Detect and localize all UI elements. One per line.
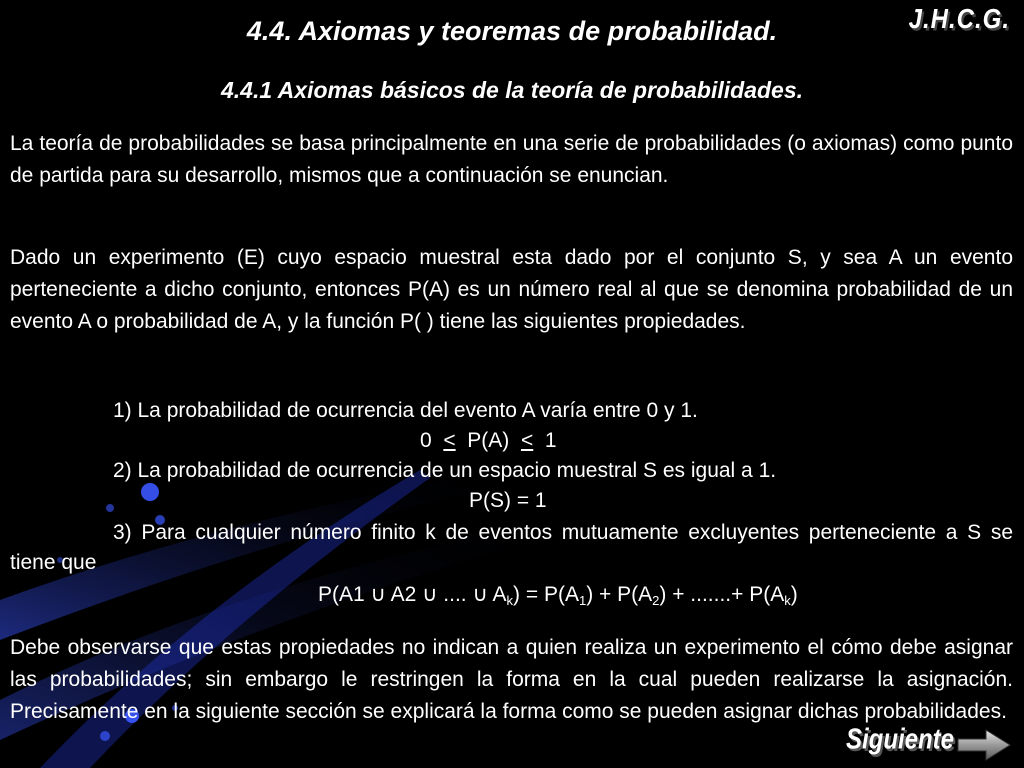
subscript: k xyxy=(506,593,514,608)
axiom-1-formula xyxy=(420,426,557,456)
axiom-2-formula: P(S) = 1 xyxy=(469,489,547,512)
formula-part: ) xyxy=(790,583,798,606)
axiom-3-text: 3) Para cualquier número finito k de eventos mutuamente excluyentes perteneciente a S se tiene que xyxy=(10,521,1013,574)
axiom-1-text: 1) La probabilidad de ocurrencia del evento A varía entre 0 y 1. xyxy=(113,399,698,422)
next-link[interactable]: Siguiente xyxy=(846,723,955,756)
intro-paragraph: La teoría de probabilidades se basa principalmente en una serie de probabilidades (o axiomas) como punto de partida para su desarrollo, mismos que a continuación se enuncian. xyxy=(10,132,1013,187)
subscript: 1 xyxy=(578,593,587,608)
closing-paragraph: Debe observarse que estas propiedades no indican a quien realiza un experimento el cómo debe asignar las probabilidades; sin embargo le restringen la forma en la cual pueden realizarse la asignación. Precisamente en la siguiente sección se explicará la forma como se pueden asignar dichas probabilidades. xyxy=(10,636,1013,723)
formula-term: 1 xyxy=(544,429,557,452)
author-logo: J.H.C.G. xyxy=(908,3,1010,35)
formula-term: 0 xyxy=(420,429,432,452)
slide-subtitle: 4.4.1 Axiomas básicos de la teoría de probabilidades. xyxy=(220,77,804,103)
formula-part: ) + P(A xyxy=(586,583,653,606)
axiom-3-formula xyxy=(318,580,798,610)
less-equal-symbol: < xyxy=(443,429,456,452)
formula-part: P(A1 ∪ A2 ∪ .... ∪ A xyxy=(318,583,507,606)
subscript: k xyxy=(784,593,791,608)
subscript: 2 xyxy=(652,593,660,608)
slide-title: 4.4. Axiomas y teoremas de probabilidad. xyxy=(246,16,778,46)
arrow-right-icon[interactable] xyxy=(956,728,1012,762)
formula-term: P(A) xyxy=(467,429,510,452)
axiom-2-text: 2) La probabilidad de ocurrencia de un espacio muestral S es igual a 1. xyxy=(113,459,777,482)
less-equal-symbol: < xyxy=(520,429,534,452)
definition-paragraph: Dado un experimento (E) cuyo espacio muestral esta dado por el conjunto S, y sea A un evento perteneciente a dicho conjunto, entonces P(A) es un número real al que se denomina probabilidad de un evento A o probabilidad de A, y la función P( ) tiene las siguientes propiedades. xyxy=(10,246,1013,333)
formula-part: ) + .......+ P(A xyxy=(659,583,785,606)
formula-part: ) = P(A xyxy=(513,583,579,606)
